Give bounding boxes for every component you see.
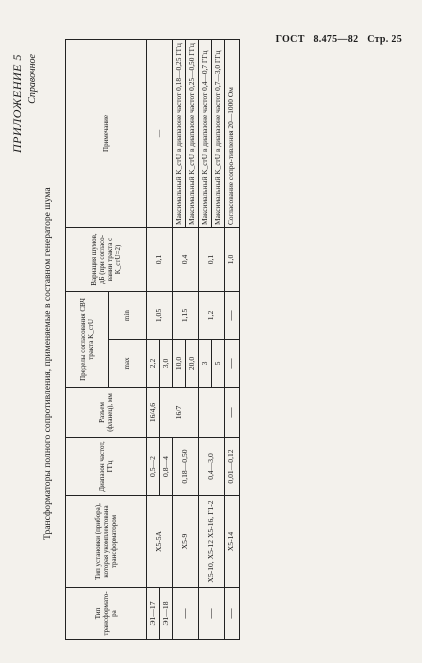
appendix-subtitle: Справочное <box>27 54 38 104</box>
table-title: Трансформаторы полного сопротивления, применяемые в составном генераторе шума <box>42 187 53 540</box>
cell-note: Согласование сопро-тивления 20—1000 Ом <box>225 40 240 228</box>
cell-type: Э1—18 <box>160 588 173 640</box>
cell-connector: — <box>225 388 240 438</box>
cell-min: 1,2 <box>199 292 225 340</box>
cell-connector: 16/7 <box>160 388 199 438</box>
cell-variation: 0,4 <box>173 228 199 292</box>
table-row <box>173 40 186 640</box>
col-variation: Вариация шумов, дБ (при согласо-вании тракта с K_стU=2) <box>66 228 147 292</box>
rotated-content <box>10 20 390 640</box>
cell-type: — <box>199 588 225 640</box>
cell-connector: 16/4,6 <box>147 388 160 438</box>
cell-variation: 1,0 <box>225 228 240 292</box>
cell-variation: 0,1 <box>147 228 173 292</box>
table-row <box>225 40 240 640</box>
transformers-table <box>65 39 240 640</box>
cell-note: Максимальный K_стU в диапазоне частот 0,7—3,0 ГГц <box>212 40 225 228</box>
cell-max: 10,0 <box>173 340 186 388</box>
cell-max: 20,0 <box>186 340 199 388</box>
cell-note: — <box>147 40 173 228</box>
cell-range: 0,4—3,0 <box>199 438 225 496</box>
cell-range: 0,8—4 <box>160 438 173 496</box>
cell-range: 0,18—0,50 <box>173 438 199 496</box>
appendix-heading <box>10 54 38 153</box>
cell-min: 1,15 <box>173 292 199 340</box>
cell-max: 3 <box>199 340 212 388</box>
col-install: Тип установки (прибора), которая укомплектована трансформатором <box>66 496 147 588</box>
cell-min: — <box>225 292 240 340</box>
cell-max: 5 <box>212 340 225 388</box>
cell-variation: 0,1 <box>199 228 225 292</box>
cell-install: Х5-10, Х5-12 Х5-16, Г1-2 <box>199 496 225 588</box>
cell-max: 2,2 <box>147 340 160 388</box>
cell-connector <box>199 388 225 438</box>
cell-note: Максимальный K_стU в диапазоне частот 0,25—0,50 ГГц <box>186 40 199 228</box>
col-limits: Пределы согласования СВЧ тракта K_стU <box>66 292 109 388</box>
col-connector: Разъем (фланец), мм <box>66 388 147 438</box>
cell-type: Э1—17 <box>147 588 160 640</box>
col-min: min <box>108 292 146 340</box>
appendix-title: ПРИЛОЖЕНИЕ 5 <box>10 54 24 153</box>
table-row <box>147 40 160 640</box>
cell-install: Х5-9 <box>173 496 199 588</box>
table-row <box>199 40 212 640</box>
cell-install: Х5-5А <box>147 496 173 588</box>
cell-min: 1,05 <box>147 292 173 340</box>
col-max: max <box>108 340 146 388</box>
gost-label: ГОСТ <box>275 34 305 45</box>
page-number: Стр. 25 <box>367 34 402 45</box>
cell-range: 0,5—2 <box>147 438 160 496</box>
cell-max: — <box>225 340 240 388</box>
cell-note: Максимальный K_стU в диапазоне частот 0,18—0,25 ГГц <box>173 40 186 228</box>
cell-max: 3,0 <box>160 340 173 388</box>
cell-install: Х5-14 <box>225 496 240 588</box>
col-type: Тип трансформато-ра <box>66 588 147 640</box>
cell-range: 0,01—0,12 <box>225 438 240 496</box>
cell-type: — <box>173 588 199 640</box>
col-range: Диапазон частот, ГГц <box>66 438 147 496</box>
col-note: Примечание <box>66 40 147 228</box>
cell-note: Максимальный K_стU в диапазоне частот 0,4—0,7 ГГц <box>199 40 212 228</box>
gost-number: 8.475—82 <box>313 34 359 45</box>
cell-type: — <box>225 588 240 640</box>
